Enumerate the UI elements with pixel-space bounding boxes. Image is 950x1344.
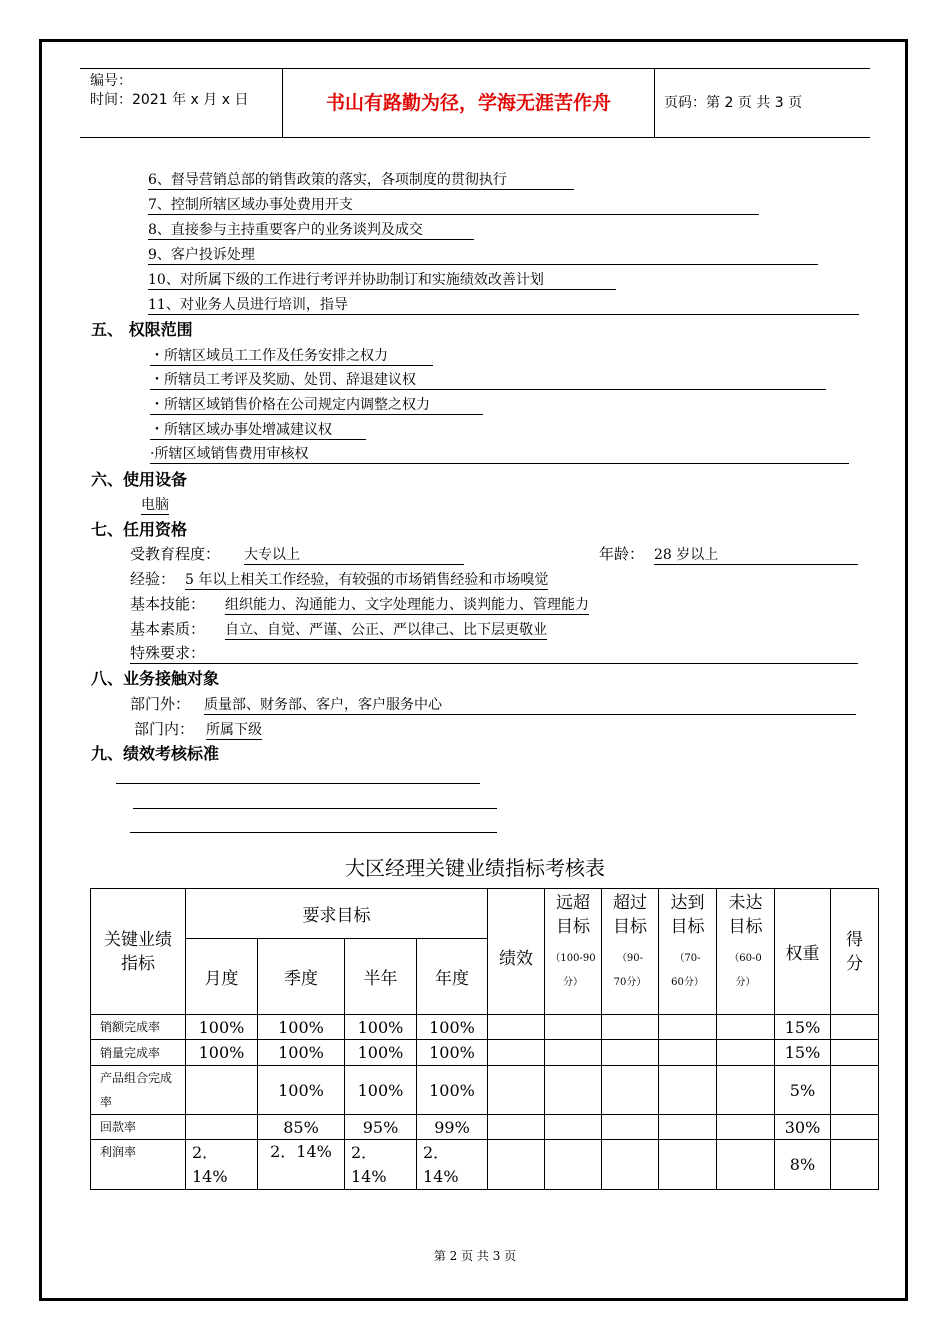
cell-weight: 8%	[775, 1140, 831, 1190]
cell-grade	[717, 1015, 775, 1040]
grade-4-label: 未达目标	[728, 893, 763, 937]
cell-grade	[602, 1066, 659, 1115]
kpi-table-title: 大区经理关键业绩指标考核表	[345, 856, 605, 880]
table-row	[91, 1115, 879, 1140]
cell-half: 100%	[345, 1015, 417, 1040]
table-row	[91, 1066, 879, 1115]
cell-quarter: 100%	[258, 1066, 345, 1115]
header-kpi: 关键业绩指标	[91, 889, 186, 1015]
cell-grade	[602, 1140, 659, 1190]
blank-line	[116, 783, 480, 784]
cell-score	[831, 1066, 879, 1115]
cell-grade	[717, 1115, 775, 1140]
header-target: 要求目标	[186, 889, 488, 939]
header-month: 月度	[186, 939, 258, 1015]
cell-grade	[659, 1015, 717, 1040]
cell-month	[186, 1115, 258, 1140]
grade-2-range: （90-70分）	[613, 953, 647, 988]
special-requirements: 特殊要求：	[130, 643, 858, 664]
cell-grade	[659, 1066, 717, 1115]
external-label: 部门外：	[130, 695, 191, 713]
skills-value: 组织能力、沟通能力、文字处理能力、谈判能力、管理能力	[225, 597, 589, 613]
duty-item: 6、督导营销总部的销售政策的落实，各项制度的贯彻执行	[148, 171, 574, 190]
cell-score	[831, 1140, 879, 1190]
cell-year: 99%	[417, 1115, 488, 1140]
experience-label: 经验：	[130, 570, 176, 588]
cell-half: 100%	[345, 1066, 417, 1115]
cell-grade	[602, 1115, 659, 1140]
authority-item: ・所辖区域销售价格在公司规定内调整之权力	[150, 396, 483, 415]
header-year: 年度	[417, 939, 488, 1015]
blank-line	[133, 808, 497, 809]
section-9-title: 九、绩效考核标准	[91, 744, 220, 763]
authority-item: ・所辖区域员工工作及任务安排之权力	[150, 347, 433, 366]
authority-item: ·所辖区域销售费用审核权	[150, 445, 849, 464]
skills-label: 基本技能：	[130, 595, 206, 613]
header-weight: 权重	[775, 889, 831, 1015]
cell-weight: 15%	[775, 1015, 831, 1040]
cell-perf	[488, 1040, 545, 1066]
page-header	[80, 68, 870, 138]
education-label: 受教育程度：	[130, 545, 221, 563]
cell-score	[831, 1115, 879, 1140]
age-value: 28 岁以上	[654, 546, 858, 565]
blank-line	[130, 832, 497, 833]
cell-weight: 15%	[775, 1040, 831, 1066]
header-grade-2	[602, 889, 659, 1015]
age-label: 年龄：	[599, 545, 645, 563]
section-6-title: 六、使用设备	[91, 470, 188, 489]
kpi-name: 利润率	[91, 1140, 186, 1190]
duty-item: 10、对所属下级的工作进行考评并协助制订和实施绩效改善计划	[148, 271, 616, 290]
quality-value: 自立、自觉、严谨、公正、严以律己、比下层更敬业	[225, 622, 547, 638]
doc-number-label: 编号：	[90, 73, 132, 89]
duty-item: 9、客户投诉处理	[148, 246, 818, 265]
cell-grade	[602, 1040, 659, 1066]
cell-grade	[545, 1015, 602, 1040]
header-grade-4	[717, 889, 775, 1015]
cell-grade	[545, 1040, 602, 1066]
cell-month	[186, 1066, 258, 1115]
cell-month: 100%	[186, 1015, 258, 1040]
kpi-name: 产品组合完成率	[91, 1066, 186, 1115]
cell-year: 100%	[417, 1040, 488, 1066]
section-5-title: 五、 权限范围	[91, 320, 193, 339]
cell-quarter: 2．14%	[258, 1140, 345, 1190]
cell-perf	[488, 1066, 545, 1115]
cell-grade	[659, 1140, 717, 1190]
header-page-info: 页码：第 2 页 共 3 页	[664, 95, 803, 111]
cell-month: 2．14%	[186, 1140, 258, 1190]
cell-grade	[717, 1140, 775, 1190]
grade-3-label: 达到目标	[670, 893, 705, 937]
authority-item: ・所辖区域办事处增减建议权	[150, 421, 366, 440]
cell-month: 100%	[186, 1040, 258, 1066]
cell-grade	[717, 1040, 775, 1066]
internal-label: 部门内：	[134, 720, 195, 738]
cell-half: 100%	[345, 1040, 417, 1066]
internal-value: 所属下级	[206, 722, 262, 738]
cell-score	[831, 1015, 879, 1040]
header-quarter: 季度	[258, 939, 345, 1015]
header-meta	[80, 69, 282, 137]
quality-label: 基本素质：	[130, 620, 206, 638]
cell-grade	[659, 1115, 717, 1140]
cell-perf	[488, 1115, 545, 1140]
cell-grade	[545, 1066, 602, 1115]
header-motto: 书山有路勤为径，学海无涯苦作舟	[282, 69, 655, 137]
grade-1-range: （100-90 分）	[550, 953, 596, 988]
equipment-value: 电脑	[141, 497, 169, 513]
cell-grade	[717, 1066, 775, 1115]
cell-quarter: 100%	[258, 1015, 345, 1040]
grade-3-range: （70-60分）	[671, 953, 704, 988]
cell-weight: 30%	[775, 1115, 831, 1140]
education-value: 大专以上	[244, 546, 464, 565]
section-8-title: 八、业务接触对象	[91, 669, 220, 688]
kpi-name: 回款率	[91, 1115, 186, 1140]
cell-half: 95%	[345, 1115, 417, 1140]
cell-quarter: 85%	[258, 1115, 345, 1140]
table-row	[91, 1140, 879, 1190]
header-half-year: 半年	[345, 939, 417, 1015]
experience-value: 5 年以上相关工作经验，有较强的市场销售经验和市场嗅觉	[185, 572, 549, 588]
cell-grade	[659, 1040, 717, 1066]
kpi-table	[90, 888, 879, 1190]
cell-perf	[488, 1015, 545, 1040]
cell-year: 2．14%	[417, 1140, 488, 1190]
cell-perf	[488, 1140, 545, 1190]
cell-weight: 5%	[775, 1066, 831, 1115]
table-row	[91, 1040, 879, 1066]
table-row	[91, 1015, 879, 1040]
doc-time: 时间：2021 年 x 月 x 日	[90, 92, 249, 108]
duty-item: 11、对业务人员进行培训，指导	[148, 296, 859, 315]
kpi-name: 销额完成率	[91, 1015, 186, 1040]
duty-item: 7、控制所辖区域办事处费用开支	[148, 196, 759, 215]
header-score: 得分	[831, 889, 879, 1015]
duty-item: 8、直接参与主持重要客户的业务谈判及成交	[148, 221, 474, 240]
header-performance: 绩效	[488, 889, 545, 1015]
grade-1-label: 远超目标	[556, 893, 590, 937]
kpi-name: 销量完成率	[91, 1040, 186, 1066]
cell-half: 2．14%	[345, 1140, 417, 1190]
cell-year: 100%	[417, 1015, 488, 1040]
page-footer: 第 2 页 共 3 页	[433, 1249, 517, 1263]
cell-year: 100%	[417, 1066, 488, 1115]
grade-2-label: 超过目标	[613, 893, 647, 937]
cell-grade	[545, 1140, 602, 1190]
section-7-title: 七、任用资格	[91, 520, 188, 539]
cell-quarter: 100%	[258, 1040, 345, 1066]
header-grade-3	[659, 889, 717, 1015]
grade-4-range: （60-0 分）	[729, 953, 762, 988]
cell-grade	[545, 1115, 602, 1140]
cell-score	[831, 1040, 879, 1066]
header-grade-1	[545, 889, 602, 1015]
authority-item: ・所辖员工考评及奖励、处罚、辞退建议权	[150, 371, 826, 390]
cell-grade	[602, 1015, 659, 1040]
external-value: 质量部、财务部、客户，客户服务中心	[204, 696, 856, 715]
